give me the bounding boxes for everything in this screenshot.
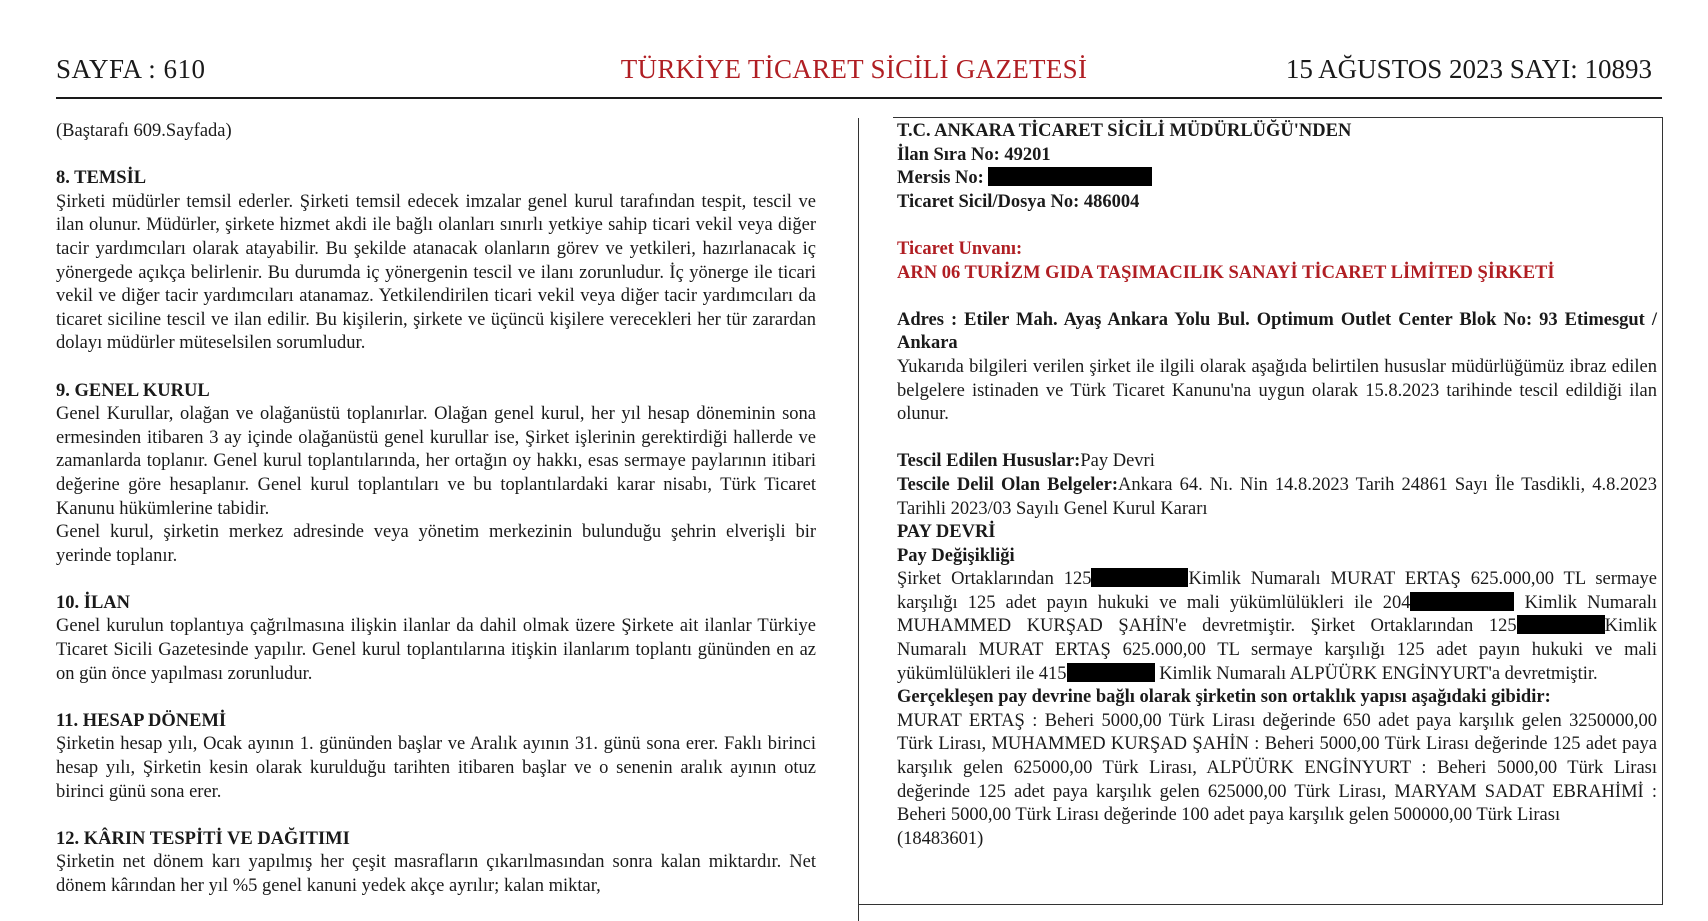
notice-reference: (18483601) bbox=[897, 828, 984, 849]
registry-office-title: T.C. ANKARA TİCARET SİCİLİ MÜDÜRLÜĞÜ'NDEN bbox=[897, 121, 1352, 141]
section-10-text: Genel kurulun toplantıya çağrılmasına ilişkin ilanlar da dahil olmak üzere Şirkete ait ilanlar Türkiye Ticaret Sicili Gazetesinde yapılır. Genel kurul toplantılarına itişkin ilanlarım toplantı gününden en az on gün önce yapılması zorunludur. bbox=[56, 616, 816, 684]
section-11-title: 11. HESAP DÖNEMİ bbox=[56, 710, 227, 731]
section-10-title: 10. İLAN bbox=[56, 592, 131, 613]
header-rule bbox=[56, 97, 1662, 99]
registry-notice bbox=[897, 120, 1657, 851]
trade-name-label: Ticaret Unvanı: bbox=[897, 238, 1023, 259]
redaction-block bbox=[1517, 615, 1605, 634]
transfer-text-4: Kimlik Numaralı MURAT ERTAŞ 625.000,00 TL sermaye karşılığı 125 adet payın hukuki ve mali yükümlülükleri ile 415 bbox=[897, 616, 1657, 684]
page-header bbox=[56, 54, 1652, 94]
share-change-title: Pay Değişikliği bbox=[897, 545, 1015, 566]
ownership-structure-text: MURAT ERTAŞ : Beheri 5000,00 Türk Lirası değerinde 650 adet paya karşılık gelen 3250000,00 Türk Lirası, MUHAMMED KURŞAD ŞAHİN : Beheri 5000,00 Türk Lirası değerinde 125 adet paya karşılık gelen 625000,00 Türk Lirası, ALPÜÜRK ENGİNYURT : Beheri 5000,00 Türk Lirası değerinde 125 adet paya karşılık gelen 625000,00 Türk Lirası, MARYAM SADAT EBRAHİMİ : Beheri 5000,00 Türk Lirası değerinde 100 adet paya karşılık gelen 500000,00 Türk Lirası bbox=[897, 710, 1657, 826]
notice-box-bottom bbox=[858, 904, 1663, 905]
section-9-text-2: Genel kurul, şirketin merkez adresinde veya yönetim merkezinin bulunduğu şehrin elverişli bir yerinde toplanır. bbox=[56, 522, 816, 566]
redaction-block bbox=[1091, 568, 1188, 587]
section-8-text: Şirketi müdürler temsil ederler. Şirketi temsil edecek imzalar genel kurul tarafından tespit, tescil ve ilan olunur. Müdürler, şirkete hizmet akdi ile bağlı olanları sınırlı yetkiye sahip ticari vekil veya diğer tacir yardımcıları olarak atayabilir. Bu şekilde atanacak olanların görev ve yetkileri, hazırlanacak iç yönergede açıkça belirlenir. Bu durumda iç yönergenin tescil ve ilanı zorunludur. İç yönerge ile ticari vekil ve diğer tacir yardımcıları atanamaz. Yetkilendirilen ticari vekil veya diğer tacir yardımcıları da ticaret siciline tescil ve ilan edilir. Bu kişilerin, şirkete ve üçüncü kişilere verecekleri her tür zarardan dolayı müdürler müteselsilen sorumludur. bbox=[56, 191, 816, 354]
evidence-documents-label: Tescile Delil Olan Belgeler: bbox=[897, 474, 1119, 495]
section-12-title: 12. KÂRIN TESPİTİ VE DAĞITIMI bbox=[56, 828, 350, 849]
trade-name: ARN 06 TURİZM GIDA TAŞIMACILIK SANAYİ TİCARET LİMİTED ŞİRKETİ bbox=[897, 262, 1555, 283]
company-address: Adres : Etiler Mah. Ayaş Ankara Yolu Bul. Optimum Outlet Center Blok No: 93 Etimesgut / Ankara bbox=[897, 309, 1657, 354]
ilan-number: İlan Sıra No: 49201 bbox=[897, 144, 1051, 165]
page-number: SAYFA : 610 bbox=[56, 54, 206, 84]
share-transfer-text bbox=[897, 568, 1657, 686]
continued-note: (Baştarafı 609.Sayfada) bbox=[56, 121, 232, 141]
transfer-text-2: Kimlik Numaralı MURAT ERTAŞ 625.000,00 TL sermaye karşılığı 125 adet payın hukuki ve mali yükümlülükleri ile 204 bbox=[897, 569, 1657, 613]
transfer-text-5: Kimlik Numaralı ALPÜÜRK ENGİNYURT'a devretmiştir. bbox=[1154, 663, 1598, 684]
registered-matters-label: Tescil Edilen Hususlar: bbox=[897, 451, 1081, 472]
section-11-text: Şirketin hesap yılı, Ocak ayının 1. gününden başlar ve Aralık ayının 31. günü sona erer. Faklı birinci hesap yılı, Şirketin kesin olarak kurulduğu tarihten itibaren başlar ve o senenin aralık ayının otuz birinci günü sona erer. bbox=[56, 734, 816, 802]
registered-matters bbox=[897, 450, 1657, 474]
redaction-block bbox=[988, 167, 1152, 186]
section-9-title: 9. GENEL KURUL bbox=[56, 380, 210, 401]
evidence-documents-value: Ankara 64. Nı. Nin 14.8.2023 Tarih 24861 Sayı İle Tasdikli, 4.8.2023 Tarihli 2023/03 Sayılı Genel Kurul Kararı bbox=[897, 474, 1657, 519]
transfer-text-3: Kimlik Numaralı MUHAMMED KURŞAD ŞAHİN'e devretmiştir. Şirket Ortaklarından 125 bbox=[897, 592, 1657, 637]
transfer-text-1: Şirket Ortaklarından 125 bbox=[897, 569, 1092, 590]
mersis-label: Mersis No: bbox=[897, 168, 984, 189]
registered-matters-value: Pay Devri bbox=[1080, 451, 1155, 472]
section-8-title: 8. TEMSİL bbox=[56, 168, 147, 189]
sicil-number: Ticaret Sicil/Dosya No: 486004 bbox=[897, 191, 1140, 212]
left-column bbox=[56, 120, 816, 899]
notice-box-top bbox=[893, 117, 1663, 118]
mersis-line bbox=[897, 167, 1657, 191]
registration-intro: Yukarıda bilgileri verilen şirket ile ilgili olarak aşağıda belirtilen hususlar müdürlüğümüz ibraz edilen belgelere istinaden ve Türk Ticaret Kanunu'na uygun olarak 15.8.2023 tarihinde tescil edildiği ilan olunur. bbox=[897, 356, 1657, 425]
notice-box-right bbox=[1662, 117, 1663, 904]
redaction-block bbox=[1410, 592, 1514, 611]
column-divider bbox=[858, 118, 859, 921]
issue-date: 15 AĞUSTOS 2023 SAYI: 10893 bbox=[1285, 54, 1652, 84]
section-9-text: Genel Kurullar, olağan ve olağanüstü toplanırlar. Olağan genel kurul, her yıl hesap döneminin sona ermesinden itibaren 3 ay içinde olağanüstü genel kurullar ise, Şirket işlerinin gerektirdiği hallerde ve zamanlarda toplanır. Genel kurul toplantılarında, her ortağın oy hakkı, esas sermaye paylarının itibari değerine göre hesaplanır. Genel kurul toplantıları ve bu toplantılardaki karar nisabı, Türk Ticaret Kanunu hükümlerine tabidir. bbox=[56, 404, 816, 519]
evidence-documents bbox=[897, 474, 1657, 521]
ownership-structure-title: Gerçekleşen pay devrine bağlı olarak şirketin son ortaklık yapısı aşağıdaki gibidir: bbox=[897, 687, 1551, 708]
share-transfer-title: PAY DEVRİ bbox=[897, 522, 996, 543]
section-12-text: Şirketin net dönem karı yapılmış her çeşit masrafların çıkarılmasından sonra kalan miktardır. Net dönem kârından her yıl %5 genel kanuni yedek akçe ayrılır; kalan miktar, bbox=[56, 852, 816, 896]
redaction-block bbox=[1067, 663, 1155, 682]
gazette-title: TÜRKİYE TİCARET SİCİLİ GAZETESİ bbox=[620, 54, 1088, 84]
